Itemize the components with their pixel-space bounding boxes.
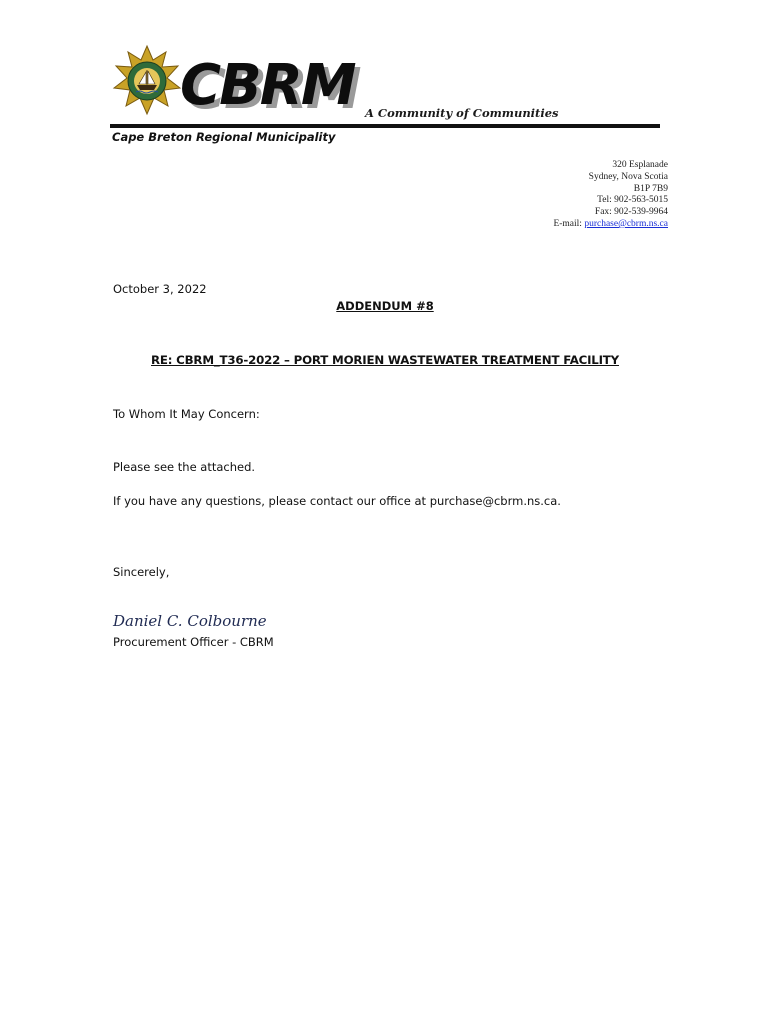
- address-telephone: Tel: 902-563-5015: [597, 195, 668, 206]
- letter-date: October 3, 2022: [113, 282, 207, 296]
- addendum-heading: ADDENDUM #8: [336, 299, 434, 313]
- organization-name: Cape Breton Regional Municipality: [112, 130, 336, 144]
- address-block: [553, 160, 668, 231]
- email-label: E-mail:: [553, 218, 585, 229]
- body-paragraph-contact: If you have any questions, please contact our office at purchase@cbrm.ns.ca.: [113, 494, 561, 508]
- email-link[interactable]: purchase@cbrm.ns.ca: [584, 218, 668, 229]
- letterhead-tagline: A Community of Communities: [365, 106, 559, 120]
- handwritten-signature: Daniel C. Colbourne: [113, 612, 267, 630]
- header-divider: [110, 124, 660, 128]
- address-postal-code: B1P 7B9: [633, 183, 668, 194]
- signer-title: Procurement Officer - CBRM: [113, 635, 274, 649]
- address-fax: Fax: 902-539-9964: [594, 207, 668, 218]
- address-email-line: [553, 219, 668, 231]
- cbrm-wordmark: CBRM: [180, 53, 355, 118]
- address-city: Sydney, Nova Scotia: [588, 171, 668, 182]
- salutation: To Whom It May Concern:: [113, 407, 260, 421]
- address-street: 320 Esplanade: [612, 160, 668, 170]
- cbrm-emblem-logo: [112, 44, 182, 118]
- closing: Sincerely,: [113, 565, 170, 579]
- subject-line: RE: CBRM_T36-2022 – PORT MORIEN WASTEWATER TREATMENT FACILITY: [151, 353, 619, 367]
- body-paragraph-attached: Please see the attached.: [113, 460, 256, 474]
